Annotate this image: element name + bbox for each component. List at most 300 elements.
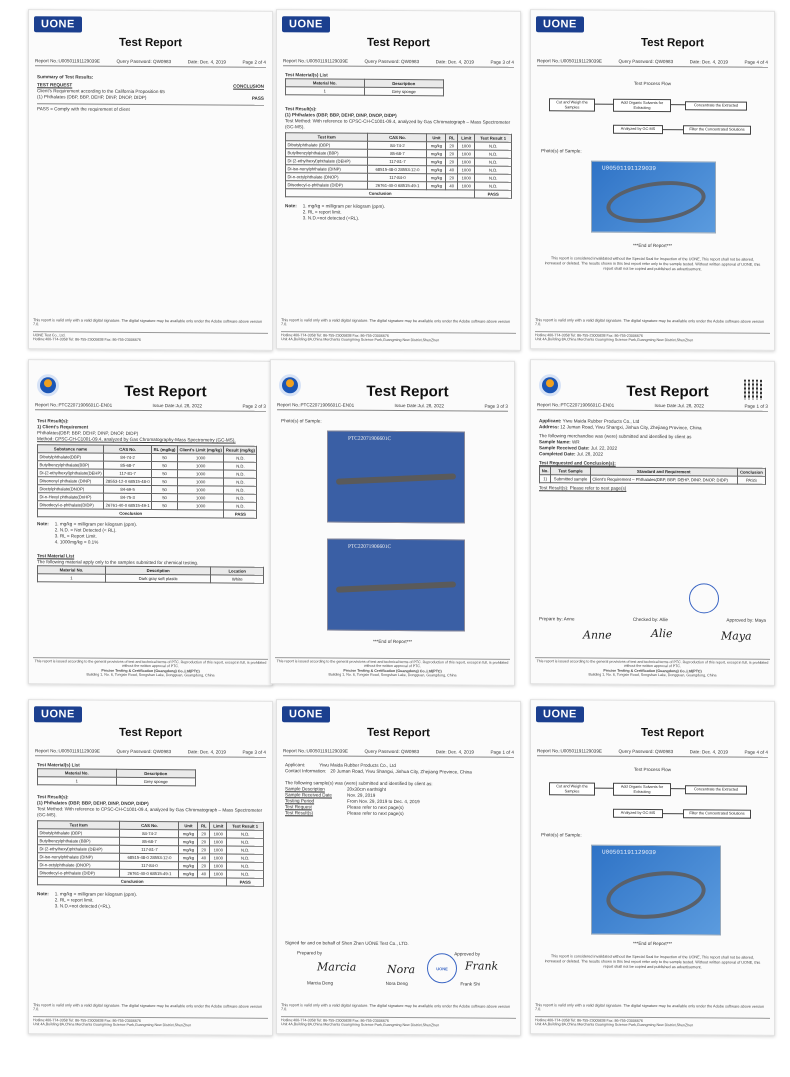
material-location: White	[211, 575, 264, 583]
request-label: Test Request	[285, 804, 312, 810]
page-footer	[535, 331, 770, 344]
conclusion-heading: CONCLUSION	[233, 83, 264, 89]
validity-note: This report is valid only with a valid digital signature. The digital signature may be available only under the Adobe software above version 7.0.	[33, 318, 263, 327]
material-no: 1	[286, 87, 365, 96]
signatories	[539, 616, 766, 624]
flow-step-1: Cut and Weigh the Samples	[549, 98, 595, 111]
column-header: CAS No.	[368, 133, 427, 141]
flow-arrow	[671, 104, 685, 105]
report-number: Report No.:PTC22071906601C-EN01	[277, 402, 355, 408]
footer-company: UONE Test Co., Ltd.	[33, 332, 66, 338]
flow-arrow	[663, 129, 683, 130]
table-cell: Di-n-octylphthalate (DNOP)	[38, 861, 120, 870]
table-cell: Dibutylphthalate(DBP)	[38, 453, 104, 461]
report-date: Date: Dec. 4, 2019	[187, 59, 226, 65]
table-cell: mg/kg	[179, 830, 198, 838]
material-table	[285, 78, 444, 96]
query-password: Query Password: QW0983	[364, 748, 420, 755]
page-number: Page 3 of 4	[490, 59, 514, 65]
flow-title: Test Process Flow	[633, 80, 672, 87]
ptc-page-cover	[530, 359, 775, 686]
process-flow	[541, 94, 764, 146]
completed-label: Completed Date:	[539, 451, 576, 457]
col-description: Description	[116, 769, 195, 778]
table-cell: Dioctylphthalate(DNOP)	[38, 485, 104, 493]
signature-1: Marcia	[317, 960, 357, 974]
flow-step-2: Add Organic Solvents for Extracting	[613, 783, 671, 796]
report-date: Date: Dec. 4, 2019	[435, 749, 474, 755]
qr-code-icon	[744, 380, 764, 400]
table-cell: 50	[152, 494, 178, 502]
page-footer	[535, 1016, 770, 1029]
validity-note: This report is valid only with a valid digital signature. The digital signature may be available only under the Adobe software above version 7.0.	[535, 1003, 765, 1012]
report-meta	[537, 58, 768, 68]
issue-date: Issue Date:Jul. 28, 2022	[152, 403, 203, 409]
table-cell: 1000	[458, 182, 475, 190]
note-3: 3. N.D.=not detected (<RL).	[54, 903, 112, 909]
column-header: RL (mg/kg)	[152, 446, 178, 454]
table-cell: 1000	[177, 470, 223, 478]
conclusion-label: Conclusion	[286, 189, 475, 198]
query-password: Query Password: QW0983	[364, 58, 420, 65]
ptc-logo	[539, 374, 561, 396]
note-label: Note:	[285, 203, 297, 209]
report-meta	[35, 402, 266, 412]
results-table	[285, 132, 512, 199]
report-number: Report No.:U00501191129039E	[537, 58, 602, 64]
table-cell: Butylbenzylphthalate(BBP)	[38, 461, 104, 469]
table-cell: mg/kg	[427, 174, 446, 182]
table-cell: 26761-40-0 68515-49-1	[104, 501, 152, 509]
report-page-results	[276, 9, 521, 351]
received-date: Jul. 22, 2022	[590, 445, 618, 451]
table-cell: N.D.	[227, 830, 264, 838]
applicant-label: Applicant:	[285, 762, 306, 768]
applicant: Yiwu Maida Rubber Products Co., Ltd	[562, 418, 640, 424]
flow-arrow	[595, 788, 613, 789]
column-header: Limit	[210, 822, 227, 830]
table-cell: 68515-48-0 28553-12-0	[368, 165, 427, 173]
sample-photo-1	[327, 431, 465, 524]
testing-period: From Nov. 29, 2019 to Dec. 4, 2019	[347, 798, 420, 805]
report-number: Report No.:PTC22071906601C-EN01	[537, 402, 615, 408]
table-cell: Di-iso-nonylphthalate (DINP)	[286, 165, 368, 174]
table-cell: Diisononyl phthalate (DINP)	[38, 477, 104, 485]
footer-contact: Hotline:400-774-3358 Tel: 86-755-23005838 Fax: 86-755-23006676	[281, 1017, 389, 1023]
table-cell: mg/kg	[179, 846, 198, 854]
page-footer	[275, 657, 510, 679]
request-title: Test Requested and Conclusion(s):	[539, 460, 616, 466]
prepared-by: Prepare by: Anne	[539, 616, 575, 622]
table-cell: 1000	[210, 854, 227, 862]
table-cell: 84-69-5	[104, 485, 152, 493]
page-title: Test Report	[366, 36, 431, 50]
note-2: 2. RL = report limit.	[54, 897, 94, 903]
table-cell: 20	[446, 150, 458, 158]
table-cell: N.D.	[475, 174, 512, 182]
uone-seal-stamp: UONE	[427, 953, 457, 983]
footer-address: Unit 4A,Building 8A,China Merchants Guangming Science Park,Guangming New District,ShenZhen	[535, 337, 694, 343]
material-list	[37, 762, 264, 787]
page-footer	[33, 331, 268, 344]
table-cell: 50	[152, 470, 178, 478]
table-cell: 117-84-0	[120, 861, 179, 869]
table-cell: N.D.	[475, 182, 512, 190]
table-cell: 50	[152, 454, 178, 462]
footer-contact: Hotline:400-774-3358 Tel: 86-755-23005838 Fax: 86-755-23006676	[281, 332, 389, 338]
column-header: Test Result 1	[475, 134, 512, 142]
query-password: Query Password: QW0983	[618, 748, 674, 755]
signatory-names	[307, 980, 480, 987]
report-number: Report No.:U00501191129039E	[35, 748, 100, 754]
identified-text: The following sample(s) was (were) submitted and identified by client as:	[285, 780, 433, 787]
flow-step-4: Analyzed by GC-MS	[613, 809, 663, 818]
table-cell: 1000	[458, 150, 475, 158]
table-cell: N.D.	[224, 462, 257, 470]
table-cell: 1000	[458, 142, 475, 150]
table-cell: N.D.	[227, 838, 264, 846]
table-cell: 1000	[177, 486, 223, 494]
material-desc: Grey sponge	[116, 777, 195, 786]
material-list-sub: The following material apply only to the samples submitted for chemical testing.	[37, 559, 199, 566]
query-password: Query Password: QW0983	[116, 748, 172, 755]
footer-address: Building 1, No. 6, Tongxin Road, Songshan Lake, Dongguan, Guangdong, China	[86, 672, 215, 678]
page-number: Page 3 of 3	[484, 403, 508, 409]
report-date: Date: Dec. 4, 2019	[435, 59, 474, 65]
table-cell: N.D.	[227, 870, 264, 878]
report-page-photo	[530, 9, 775, 351]
photo-label: Photo(s) of Sample:	[281, 418, 322, 424]
table-cell: N.D.	[224, 470, 257, 478]
signature-checked: Alie	[651, 626, 673, 641]
uone-logo: UONE	[282, 706, 330, 722]
address: 12 Juman Road, Yiwu Shangxi, Jinhua City, Zhejiang Province, China	[560, 424, 702, 431]
table-cell: 20	[446, 174, 458, 182]
report-date: Date: Dec. 4, 2019	[187, 749, 226, 755]
note-1: 1. mg/kg = milligram per kilogram (ppm).	[302, 203, 386, 209]
applicant-label: Applicant:	[539, 418, 562, 424]
table-cell: 20	[198, 830, 210, 838]
conclusion-value: PASS	[224, 510, 257, 518]
table-cell: 117-81-7	[368, 157, 427, 165]
material-desc: Dark gray soft plastic	[105, 574, 211, 583]
signatory-1: Marcia Deng	[307, 980, 334, 986]
client-requirement: 1) Client's Requirement	[37, 424, 89, 430]
table-cell: 85-68-7	[120, 837, 179, 845]
note-1: 1. mg/kg = milligram per kilogram (ppm).	[54, 891, 138, 897]
footer-company: Precise Testing & Certification (Guangdong) Co.,Ltd(PTC)	[101, 668, 200, 674]
footer-terms: This report is issued according to the general provisions of test and technical terms of PTC. Reproduction of this report, except in full, is prohibited without the written approval of PTC.	[34, 658, 267, 669]
footer-address: Unit 4A,Building 8A,China Merchants Guangming Science Park,Guangming New District,ShenZhen	[535, 1022, 694, 1028]
table-cell: N.D.	[224, 454, 257, 462]
sign-headers	[297, 950, 480, 957]
table-cell: 28553-12-0 68515-48-0	[104, 477, 152, 485]
col-description: Description	[105, 566, 211, 575]
report-number: Report No.:PTC22071906601C-EN01	[35, 402, 113, 408]
result-label: Test Result(s)	[285, 810, 314, 816]
col-material-no: Material No.	[38, 769, 117, 778]
signatory-3: Frank Shi	[460, 981, 480, 987]
page-number: Page 2 of 3	[242, 403, 266, 409]
applicant-block	[285, 762, 512, 818]
column-header: RL	[446, 134, 458, 142]
checked-by: Checked by: Allie	[632, 616, 669, 623]
table-cell: N.D.	[224, 478, 257, 486]
table-cell: 20	[198, 846, 210, 854]
page-title: Test Report	[124, 382, 207, 401]
report-meta	[283, 58, 514, 68]
table-cell: 26761-40-0 68515-49-1	[368, 181, 427, 189]
conclusion-value: PASS	[251, 95, 264, 101]
summary-heading: Summary of Test Results:	[37, 74, 94, 80]
table-cell: 50	[152, 486, 178, 494]
results-table	[37, 444, 257, 519]
signature-approved: Maya	[721, 629, 752, 643]
table-cell: mg/kg	[179, 862, 198, 870]
report-page-summary	[28, 9, 273, 351]
table-cell: N.D.	[227, 862, 264, 870]
sample-photo	[591, 845, 721, 936]
received-label: Sample Received Date	[285, 792, 332, 798]
table-cell: Diisodecyl-o-phthalate(DIDP)	[38, 501, 104, 509]
test-request: Please refer to next page(s)	[347, 804, 404, 811]
req-sample: Submitted sample	[551, 475, 591, 483]
flow-step-5: Filter the Concentrated Solutions	[683, 809, 751, 818]
req-conclusion: PASS	[737, 476, 765, 484]
table-cell: Diisodecyl-o-phthalate (DIDP)	[38, 869, 120, 878]
material-list-title: Test Material(s) List	[285, 72, 328, 78]
note-3: 3. RL = Report Limit.	[54, 533, 97, 539]
table-cell: Di-n-Hexyl phthalate(DnHP)	[38, 493, 104, 501]
footer-company: Precise Testing & Certification (Guangdong) Co.,Ltd(PTC)	[343, 668, 442, 674]
table-cell: N.D.	[475, 158, 512, 166]
table-cell: 20	[198, 838, 210, 846]
ptc-logo	[279, 374, 301, 396]
table-cell: 40	[446, 182, 458, 190]
notes	[37, 891, 264, 911]
photo-sample-id: PTC22071906601C	[348, 435, 392, 442]
table-cell: 1000	[210, 862, 227, 870]
material-desc: Grey sponge	[364, 87, 443, 96]
desc-label: Sample Description	[285, 786, 325, 792]
table-cell: 1000	[177, 494, 223, 502]
table-cell: 84-74-2	[368, 141, 427, 149]
material-table	[37, 768, 196, 786]
results-table	[37, 820, 264, 887]
flow-step-1: Cut and Weigh the Samples	[549, 782, 595, 795]
page-title: Test Report	[626, 382, 709, 401]
report-number: Report No.:U00501191129039E	[283, 748, 348, 754]
ptc-page-photos	[270, 359, 515, 686]
page-number: Page 1 of 3	[744, 403, 768, 409]
photo-sample-id: PTC22071906601C	[348, 543, 392, 550]
clients-requirement: Client's Requirement according to the California Proposition 65	[37, 88, 165, 95]
table-cell: 117-84-0	[368, 173, 427, 181]
sample-sponge	[604, 176, 709, 229]
footer-company: Precise Testing & Certification (Guangdong) Co.,Ltd(PTC)	[603, 668, 702, 674]
column-header: Test Item	[38, 821, 120, 830]
photo-label: Photo(s) of Sample:	[541, 832, 582, 838]
table-cell: 84-74-2	[104, 453, 152, 461]
results-block	[285, 106, 512, 223]
report-meta	[35, 58, 266, 68]
table-cell: mg/kg	[427, 142, 446, 150]
validity-note: This report is valid only with a valid digital signature. The digital signature may be available only under the Adobe software above version 7.0.	[535, 318, 765, 327]
applicant: Yiwu Maida Rubber Products Co., Ltd	[319, 762, 396, 768]
table-cell: 1000	[210, 838, 227, 846]
table-cell: 1000	[177, 454, 223, 462]
results-ref: Test Result(s): Please refer to next page(s)	[539, 485, 627, 491]
table-cell: 50	[152, 478, 178, 486]
report-number: Report No.:U00501191129039E	[35, 58, 100, 64]
table-cell: Di-n-octylphthalate (DNOP)	[286, 173, 368, 182]
sample-photo-2	[327, 539, 465, 632]
col-description: Description	[364, 79, 443, 88]
page-number: Page 2 of 4	[242, 59, 266, 65]
report-date: Date: Dec. 4, 2019	[689, 59, 728, 65]
address-label: Address:	[539, 424, 559, 430]
notes	[37, 521, 264, 547]
col-material-no: Material No.	[286, 79, 365, 88]
table-cell: 117-81-7	[120, 845, 179, 853]
table-cell: 20	[198, 862, 210, 870]
note-2: 2. RL = report limit.	[302, 209, 342, 215]
report-meta	[35, 748, 266, 758]
table-cell: Dibutylphthalate (DBP)	[38, 829, 120, 838]
table-cell: 85-68-7	[368, 149, 427, 157]
table-cell: 84-74-2	[120, 829, 179, 837]
column-header: Test Result 1	[227, 822, 264, 830]
req-standard: Client's Requirement – Phthalates(DBP, BBP, DEHP, DINP, DNOP, DIDP)	[590, 475, 737, 484]
sample-name-label: Sample Name:	[539, 439, 571, 445]
table-cell: Diisodecyl-o-phthalate (DIDP)	[286, 181, 368, 190]
footer-terms: This report is issued according to the general provisions of test and technical terms of PTC. Reproduction of this report, except in full, is prohibited without the written approval of PTC.	[276, 658, 509, 669]
table-cell: N.D.	[224, 486, 257, 494]
material-list-title: Test Material List	[37, 553, 75, 559]
issue-date: Issue Date:Jul. 28, 2022	[394, 403, 445, 409]
page-number: Page 3 of 4	[242, 749, 266, 755]
table-cell: N.D.	[227, 846, 264, 854]
validity-note: This report is valid only with a valid digital signature. The digital signature may be available only under the Adobe software above version 7.0.	[281, 1003, 511, 1012]
test-item: (1) Phthalates (DBP, BBP, DEHP, DINP, DNOP, DIDP)	[37, 94, 147, 100]
flow-title: Test Process Flow	[633, 766, 672, 773]
report-meta	[537, 748, 768, 758]
photo-sample-id: U00501191129039	[602, 164, 657, 173]
report-meta	[537, 402, 768, 412]
identified-text: The following merchandise was (were) submitted and identified by client as	[539, 433, 692, 440]
footer-address: Unit 4A,Building 8A,China Merchants Guangming Science Park,Guangming New District,ShenZhen	[281, 337, 440, 343]
results-block	[37, 794, 264, 911]
table-cell: 20	[446, 142, 458, 150]
footer-contact: Hotline:400-774-3358 Tel: 86-755-23005838 Fax: 86-755-23006676	[33, 337, 141, 343]
test-request-heading: TEST REQUEST	[37, 82, 73, 88]
ptc-page-results	[28, 359, 273, 686]
page-number: Page 4 of 4	[744, 749, 768, 755]
table-cell: 68515-48-0 28553-12-0	[120, 853, 179, 861]
validity-note: This report is valid only with a valid digital signature. The digital signature may be available only under the Adobe software above version 7.0.	[33, 1003, 263, 1012]
test-result: Please refer to next page(s)	[347, 810, 404, 817]
req-no: 1)	[540, 475, 551, 483]
results-block	[37, 418, 264, 584]
table-cell: 1000	[177, 502, 223, 510]
table-cell: 1000	[458, 174, 475, 182]
table-cell: 1000	[458, 158, 475, 166]
material-no: 1	[38, 777, 117, 786]
table-cell: N.D.	[475, 150, 512, 158]
report-number: Report No.:U00501191129039E	[537, 748, 602, 754]
column-header: Limit	[458, 134, 475, 142]
report-meta	[283, 748, 514, 758]
footer-address: Building 1, No. 6, Tongxin Road, Songshan Lake, Dongguan, Guangdong, China	[328, 672, 457, 678]
footer-address: Building 1, No. 6, Tongxin Road, Songshan Lake, Dongguan, Guangdong, China	[588, 672, 717, 678]
table-cell: Di (2-ethylhexyl)phthalate (DEHP)	[286, 157, 368, 166]
completed-date: Jul. 28, 2022	[576, 451, 604, 457]
col-conclusion: Conclusion	[737, 468, 765, 476]
page-title: Test Report	[640, 36, 705, 50]
table-cell: Di (2-ethylhexyl)phthalate (DEHP)	[38, 845, 120, 854]
table-cell: mg/kg	[427, 166, 446, 174]
page-footer	[33, 657, 268, 679]
received-date: Nov. 29, 2019	[347, 792, 376, 798]
note-1: 1. mg/kg = milligram per kilogram (ppm).	[54, 521, 138, 527]
conclusion-label: Conclusion	[38, 509, 224, 518]
flow-arrow	[595, 104, 613, 105]
query-password: Query Password: QW0983	[618, 58, 674, 65]
conclusion-value: PASS	[227, 878, 264, 886]
results-heading: Test Result(s):	[285, 106, 317, 112]
material-table	[37, 565, 264, 584]
table-cell: mg/kg	[179, 854, 198, 862]
table-cell: mg/kg	[427, 182, 446, 190]
sample-name: WR	[571, 439, 580, 445]
table-cell: N.D.	[475, 142, 512, 150]
ptc-seal-stamp	[689, 583, 719, 613]
sample-description: 20x30cm earthtight	[347, 786, 387, 792]
table-cell: 85-68-7	[104, 461, 152, 469]
report-date: Date: Dec. 4, 2019	[689, 749, 728, 755]
sample-sponge	[603, 866, 708, 925]
disclaimer: This report is considered invalidated without the Special Seal for Inspection of the UONE, This report shall not be altered, increased or deleted. The results shown in this test report refer only to the sample tested. Without written approval of UONE, this report shall not be copied and published as advertisement.	[544, 954, 761, 970]
table-cell: 50	[152, 502, 178, 510]
footer-contact: Hotline:400-774-3358 Tel: 86-755-23005838 Fax: 86-755-23006676	[33, 1017, 141, 1023]
signature-2: Nora	[387, 962, 416, 977]
footer-contact: Hotline:400-774-3358 Tel: 86-755-23005838 Fax: 86-755-23006676	[535, 1017, 643, 1023]
material-no: 1	[38, 574, 106, 582]
table-cell: mg/kg	[427, 150, 446, 158]
sample-strip	[336, 473, 456, 484]
method: Method: CPSC-CH-C1001-09.4, analyzed by Gas Chromatography-Mass Spectrometry (GC-MS).	[37, 436, 236, 443]
table-cell: 1000	[458, 166, 475, 174]
uone-logo: UONE	[282, 16, 330, 32]
notes	[285, 203, 512, 223]
flow-step-5: Filter the Concentrated Solutions	[683, 125, 751, 134]
page-title: Test Report	[366, 382, 449, 401]
flow-arrow	[671, 788, 685, 789]
report-number: Report No.:U00501191129039E	[283, 58, 348, 64]
table-cell: N.D.	[227, 854, 264, 862]
table-cell: 1000	[210, 870, 227, 878]
page-footer	[535, 657, 770, 679]
column-header: CAS No.	[120, 821, 179, 829]
period-label: Testing Period	[285, 798, 315, 804]
table-cell: 50	[152, 462, 178, 470]
pass-note: PASS = Comply with the requirement of client	[37, 103, 264, 114]
signatory-2: Nora Deng	[385, 980, 408, 987]
page-footer	[33, 1016, 268, 1029]
flow-step-3: Concentrate the Extracted	[685, 785, 747, 794]
table-cell: Di-iso-nonylphthalate (DINP)	[38, 853, 120, 862]
flow-step-4: Analyzed by GC-MS	[613, 125, 663, 134]
